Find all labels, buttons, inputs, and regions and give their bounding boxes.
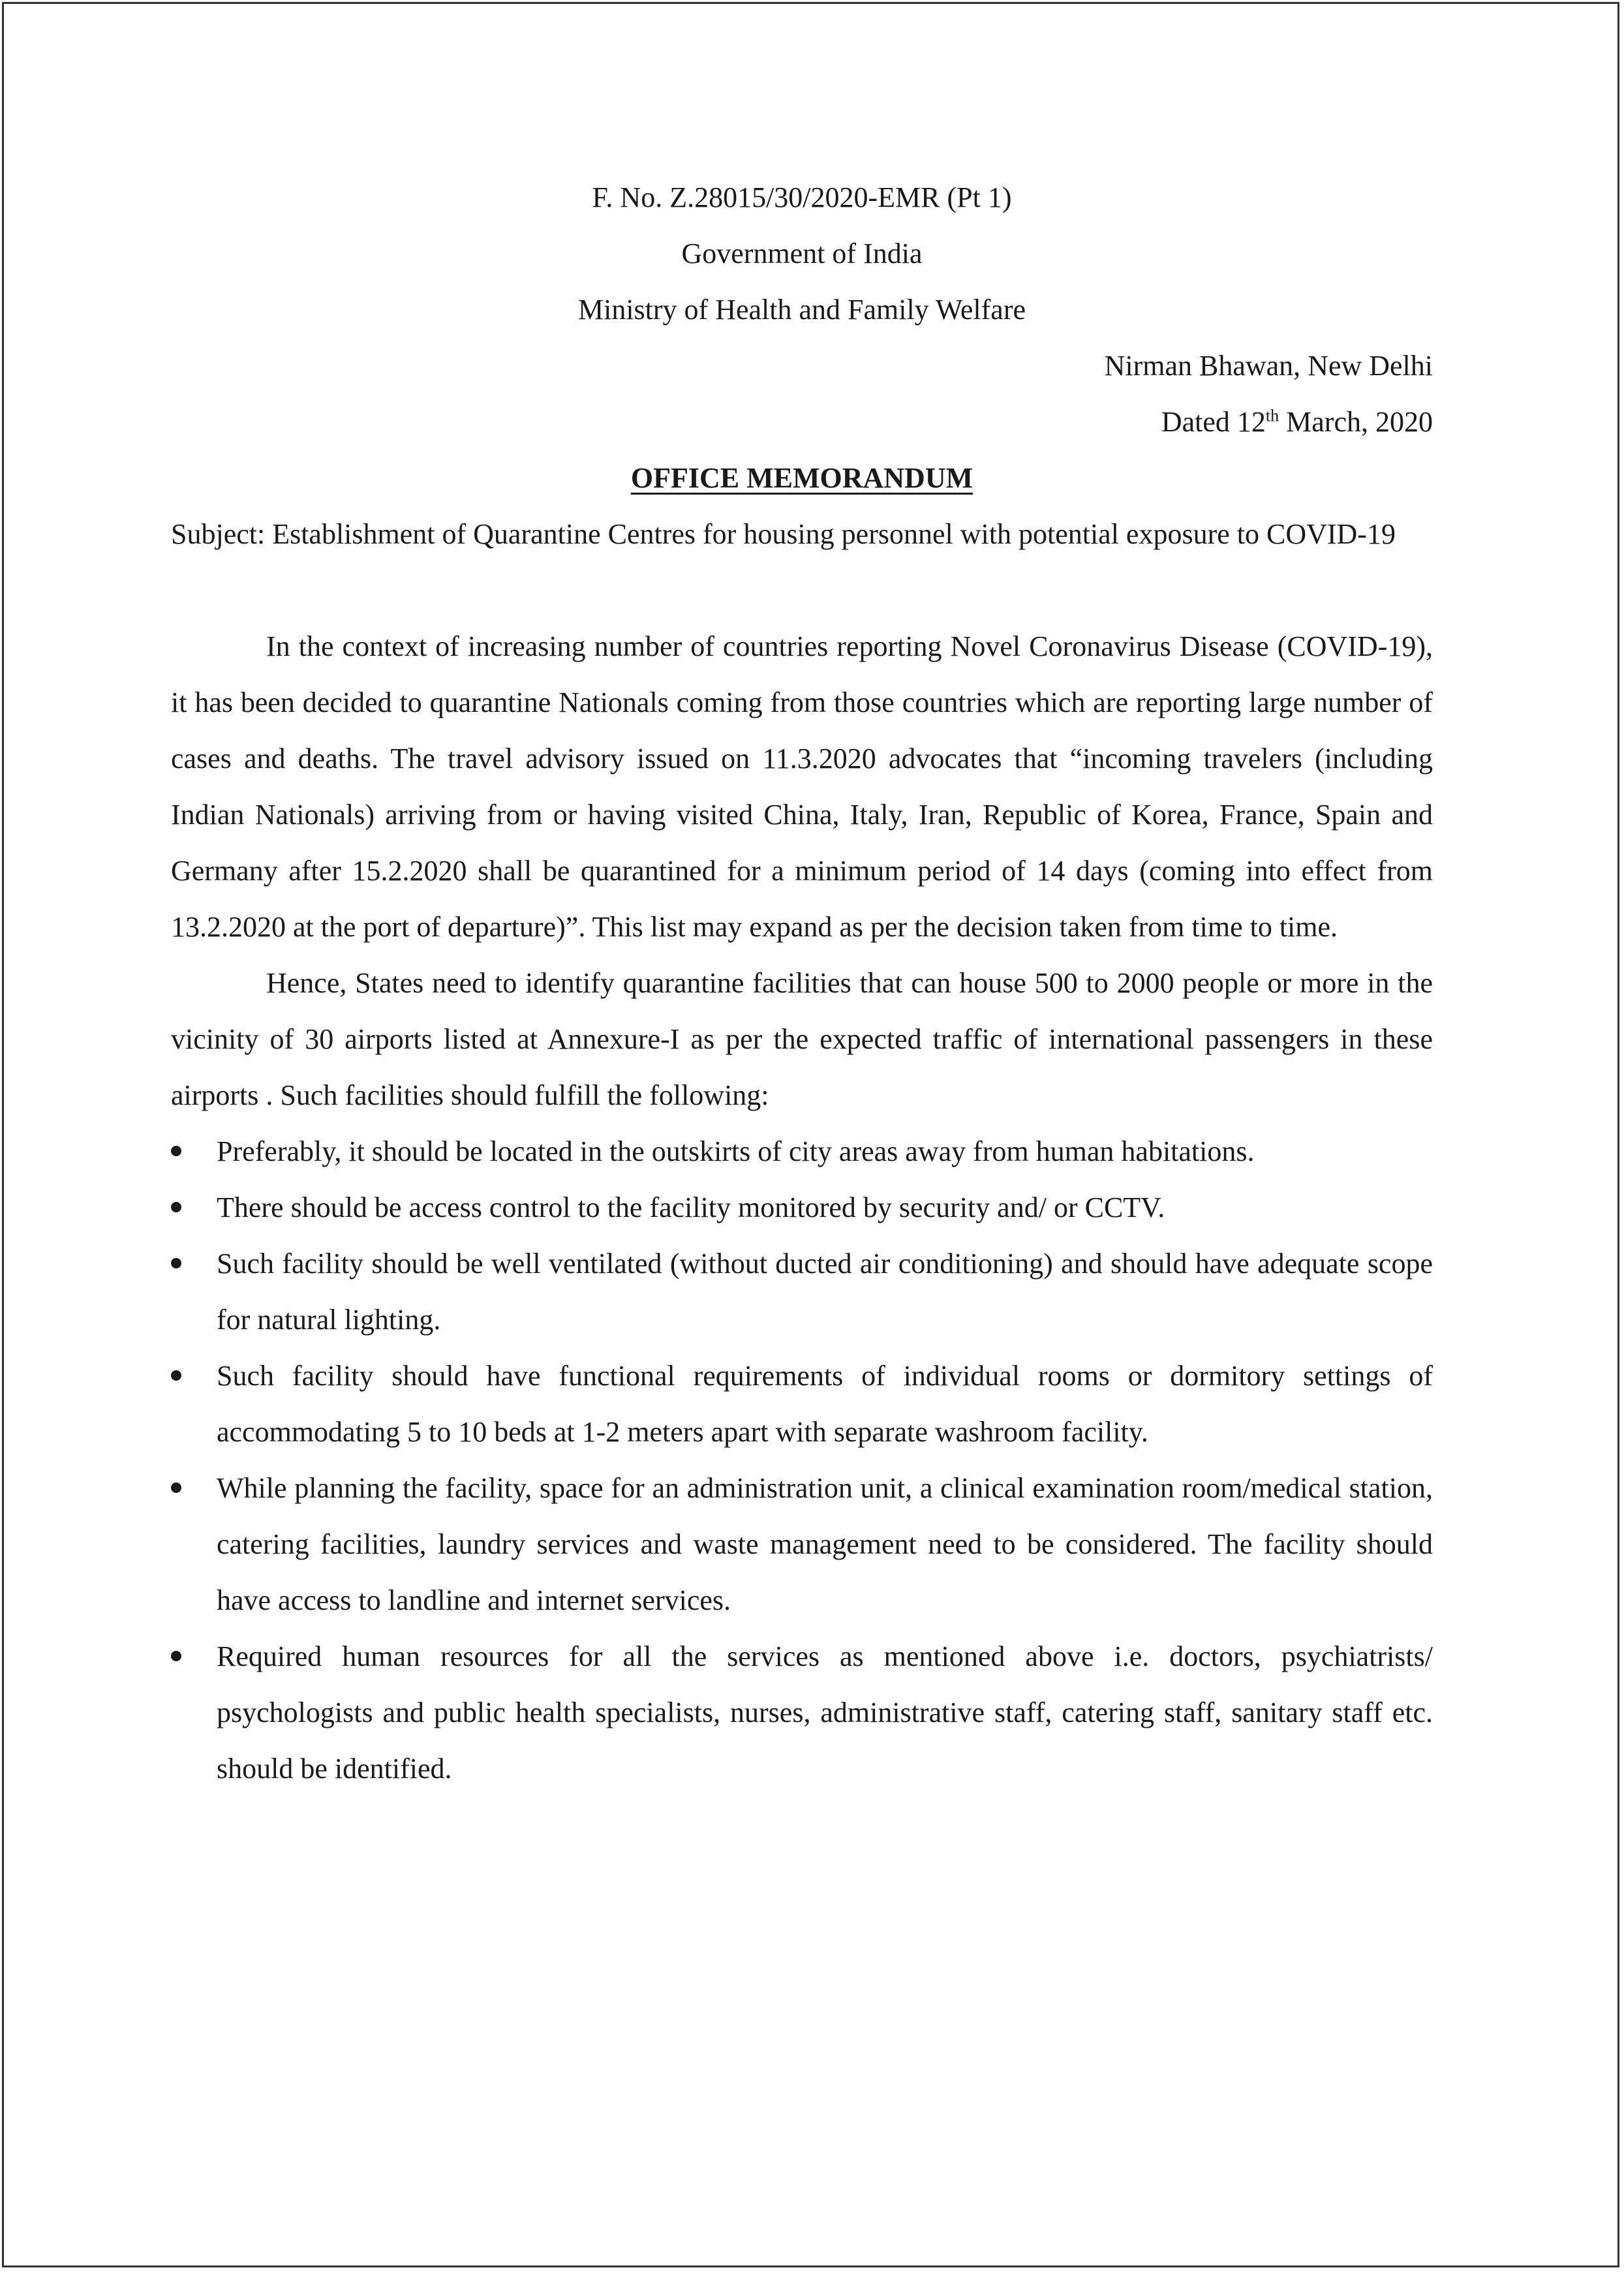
list-item	[171, 1348, 1433, 1460]
list-item	[171, 1460, 1433, 1629]
bullet-icon	[171, 1146, 181, 1156]
list-item-text: While planning the facility, space for an administration unit, a clinical examination room/medical station, catering facilities, laundry services and waste management need to be considered. The facility should have access to landline and internet services.	[217, 1472, 1433, 1616]
office-memorandum-document	[171, 170, 1433, 1797]
bullet-icon	[171, 1370, 181, 1381]
list-item-text: Preferably, it should be located in the outskirts of city areas away from human habitations.	[217, 1135, 1255, 1167]
list-item	[171, 1236, 1433, 1348]
list-item-text: Such facility should have functional requirements of individual rooms or dormitory settings of accommodating 5 to 10 beds at 1-2 meters apart with separate washroom facility.	[217, 1360, 1433, 1448]
list-item	[171, 1629, 1433, 1797]
list-item	[171, 1124, 1433, 1180]
memo-subject: Subject: Establishment of Quarantine Centres for housing personnel with potential exposure to COVID-19	[171, 518, 1396, 550]
paragraph-context: In the context of increasing number of countries reporting Novel Coronavirus Disease (COVID-19), it has been decided to quarantine Nationals coming from those countries which are reporting large number of cases and deaths. The travel advisory issued on 11.3.2020 advocates that “incoming travelers (including Indian Nationals) arriving from or having visited China, Italy, Iran, Republic of Korea, France, Spain and Germany after 15.2.2020 shall be quarantined for a minimum period of 14 days (coming into effect from 13.2.2020 at the port of departure)”. This list may expand as per the decision taken from time to time.	[171, 630, 1433, 943]
office-location: Nirman Bhawan, New Delhi	[1104, 350, 1433, 382]
paragraph-facilities: Hence, States need to identify quarantine facilities that can house 500 to 2000 people or more in the vicinity of 30 airports listed at Annexure-I as per the expected traffic of international passengers in these airports . Such facilities should fulfill the following:	[171, 967, 1433, 1111]
list-item-text: Such facility should be well ventilated (without ducted air conditioning) and should have adequate scope for natural lighting.	[217, 1248, 1433, 1336]
file-number: F. No. Z.28015/30/2020-EMR (Pt 1)	[592, 181, 1012, 213]
date-prefix: Dated 12	[1161, 406, 1266, 438]
government-name: Government of India	[681, 238, 923, 269]
list-item	[171, 1180, 1433, 1236]
list-item-text: Required human resources for all the services as mentioned above i.e. doctors, psychiatrists/ psychologists and public health specialists, nurses, administrative staff, catering staff, sanitary staff etc. should be identified.	[217, 1640, 1433, 1785]
date-superscript: th	[1265, 406, 1279, 425]
bullet-icon	[171, 1651, 181, 1661]
date-suffix: March, 2020	[1279, 406, 1433, 438]
memo-date	[171, 394, 1433, 450]
bullet-icon	[171, 1482, 181, 1493]
facility-requirements-list	[171, 1124, 1433, 1797]
ministry-name: Ministry of Health and Family Welfare	[577, 294, 1026, 326]
memo-title: OFFICE MEMORANDUM	[630, 462, 973, 494]
bullet-icon	[171, 1202, 181, 1212]
bullet-icon	[171, 1258, 181, 1268]
list-item-text: There should be access control to the facility monitored by security and/ or CCTV.	[217, 1191, 1165, 1223]
